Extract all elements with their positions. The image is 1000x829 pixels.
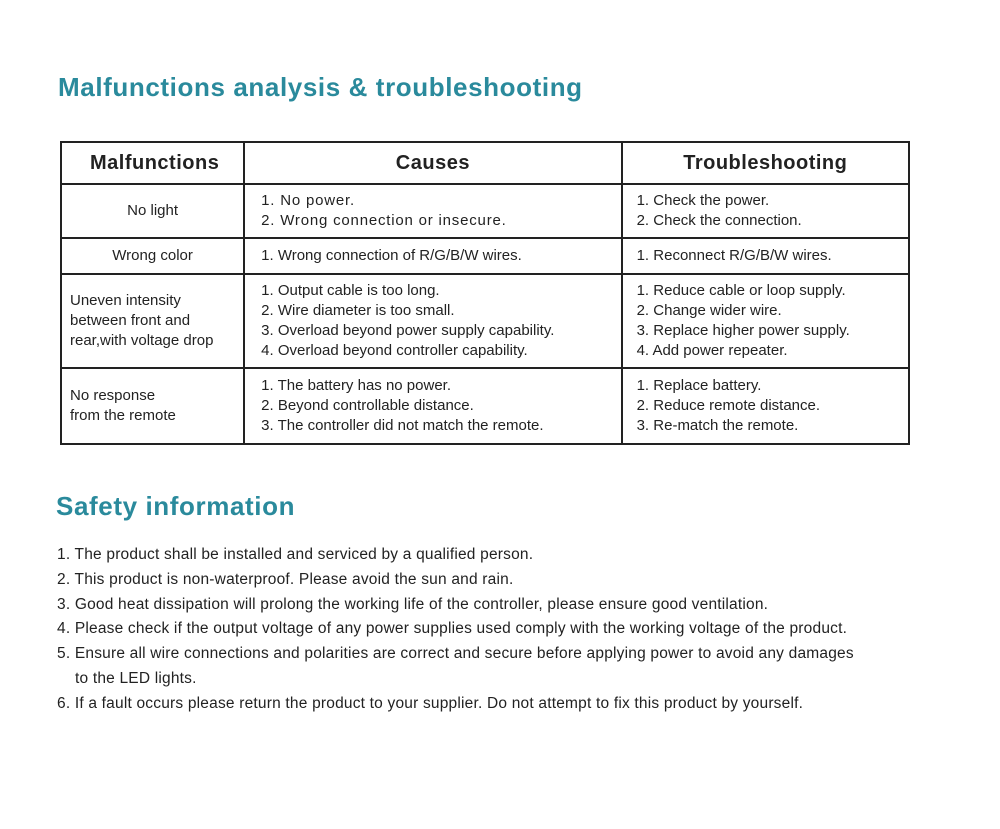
cause-line: 3. Overload beyond power supply capability. [261,322,555,339]
cause-line: 2. Beyond controllable distance. [261,397,474,414]
malfunction-line: Wrong color [112,247,193,264]
cause-line: 1. Output cable is too long. [261,282,440,299]
malfunction-cell [61,274,244,368]
safety-item: 4. Please check if the output voltage of any power supplies used comply with the working voltage of the product. [57,620,848,638]
header-causes: Causes [244,142,621,184]
troubleshooting-table [60,141,910,445]
safety-item: 3. Good heat dissipation will prolong the working life of the controller, please ensure good ventilation. [57,595,769,613]
malfunction-line: between front and [70,312,191,329]
safety-item: 6. If a fault occurs please return the product to your supplier. Do not attempt to fix this product by yourself. [57,694,804,712]
fix-line: 1. Check the power. [636,192,770,209]
cause-line: 3. The controller did not match the remote. [261,417,544,434]
fix-line: 1. Reconnect R/G/B/W wires. [636,247,832,264]
fixes-cell [622,184,909,238]
fix-line: 2. Reduce remote distance. [636,397,821,414]
safety-item: 1. The product shall be installed and serviced by a qualified person. [57,546,534,563]
troubleshooting-title: Malfunctions analysis & troubleshooting [58,72,583,102]
table-header-row [61,142,909,184]
safety-list [57,543,927,717]
fixes-cell [622,274,909,368]
causes-cell [244,368,621,444]
header-malfunctions: Malfunctions [61,142,244,184]
malfunction-line: No light [127,202,178,219]
cause-line: 2. Wrong connection or insecure. [261,212,507,229]
cause-line: 1. The battery has no power. [261,377,451,394]
safety-item: 2. This product is non-waterproof. Please avoid the sun and rain. [57,570,514,588]
cause-line: 1. No power. [261,192,355,209]
malfunction-cell [61,184,244,238]
fix-line: 3. Re-match the remote. [636,417,799,434]
causes-cell [244,238,621,274]
safety-item: 5. Ensure all wire connections and polarities are correct and secure before applying power to avoid any damages to the LED lights. [57,645,854,687]
table-row-uneven-intensity [61,274,909,368]
fix-line: 2. Change wider wire. [636,302,782,319]
malfunction-line: from the remote [70,407,176,424]
cause-line: 2. Wire diameter is too small. [261,302,455,319]
table-row-no-response [61,368,909,444]
malfunction-line: Uneven intensity [70,292,181,309]
safety-title: Safety information [56,491,296,521]
table-row-no-light [61,184,909,238]
malfunction-line: rear,with voltage drop [70,332,214,349]
cause-line: 1. Wrong connection of R/G/B/W wires. [261,247,522,264]
malfunction-cell [61,368,244,444]
table-row-wrong-color [61,238,909,274]
malfunction-cell [61,238,244,274]
causes-cell [244,274,621,368]
fix-line: 1. Replace battery. [636,377,762,394]
cause-line: 4. Overload beyond controller capability. [261,342,528,359]
fixes-cell [622,368,909,444]
malfunction-line: No response [70,387,156,404]
fixes-cell [622,238,909,274]
fix-line: 1. Reduce cable or loop supply. [636,282,846,299]
causes-cell [244,184,621,238]
fix-line: 2. Check the connection. [636,212,802,229]
fix-line: 4. Add power repeater. [636,342,788,359]
header-troubleshooting: Troubleshooting [622,142,909,184]
fix-line: 3. Replace higher power supply. [636,322,850,339]
